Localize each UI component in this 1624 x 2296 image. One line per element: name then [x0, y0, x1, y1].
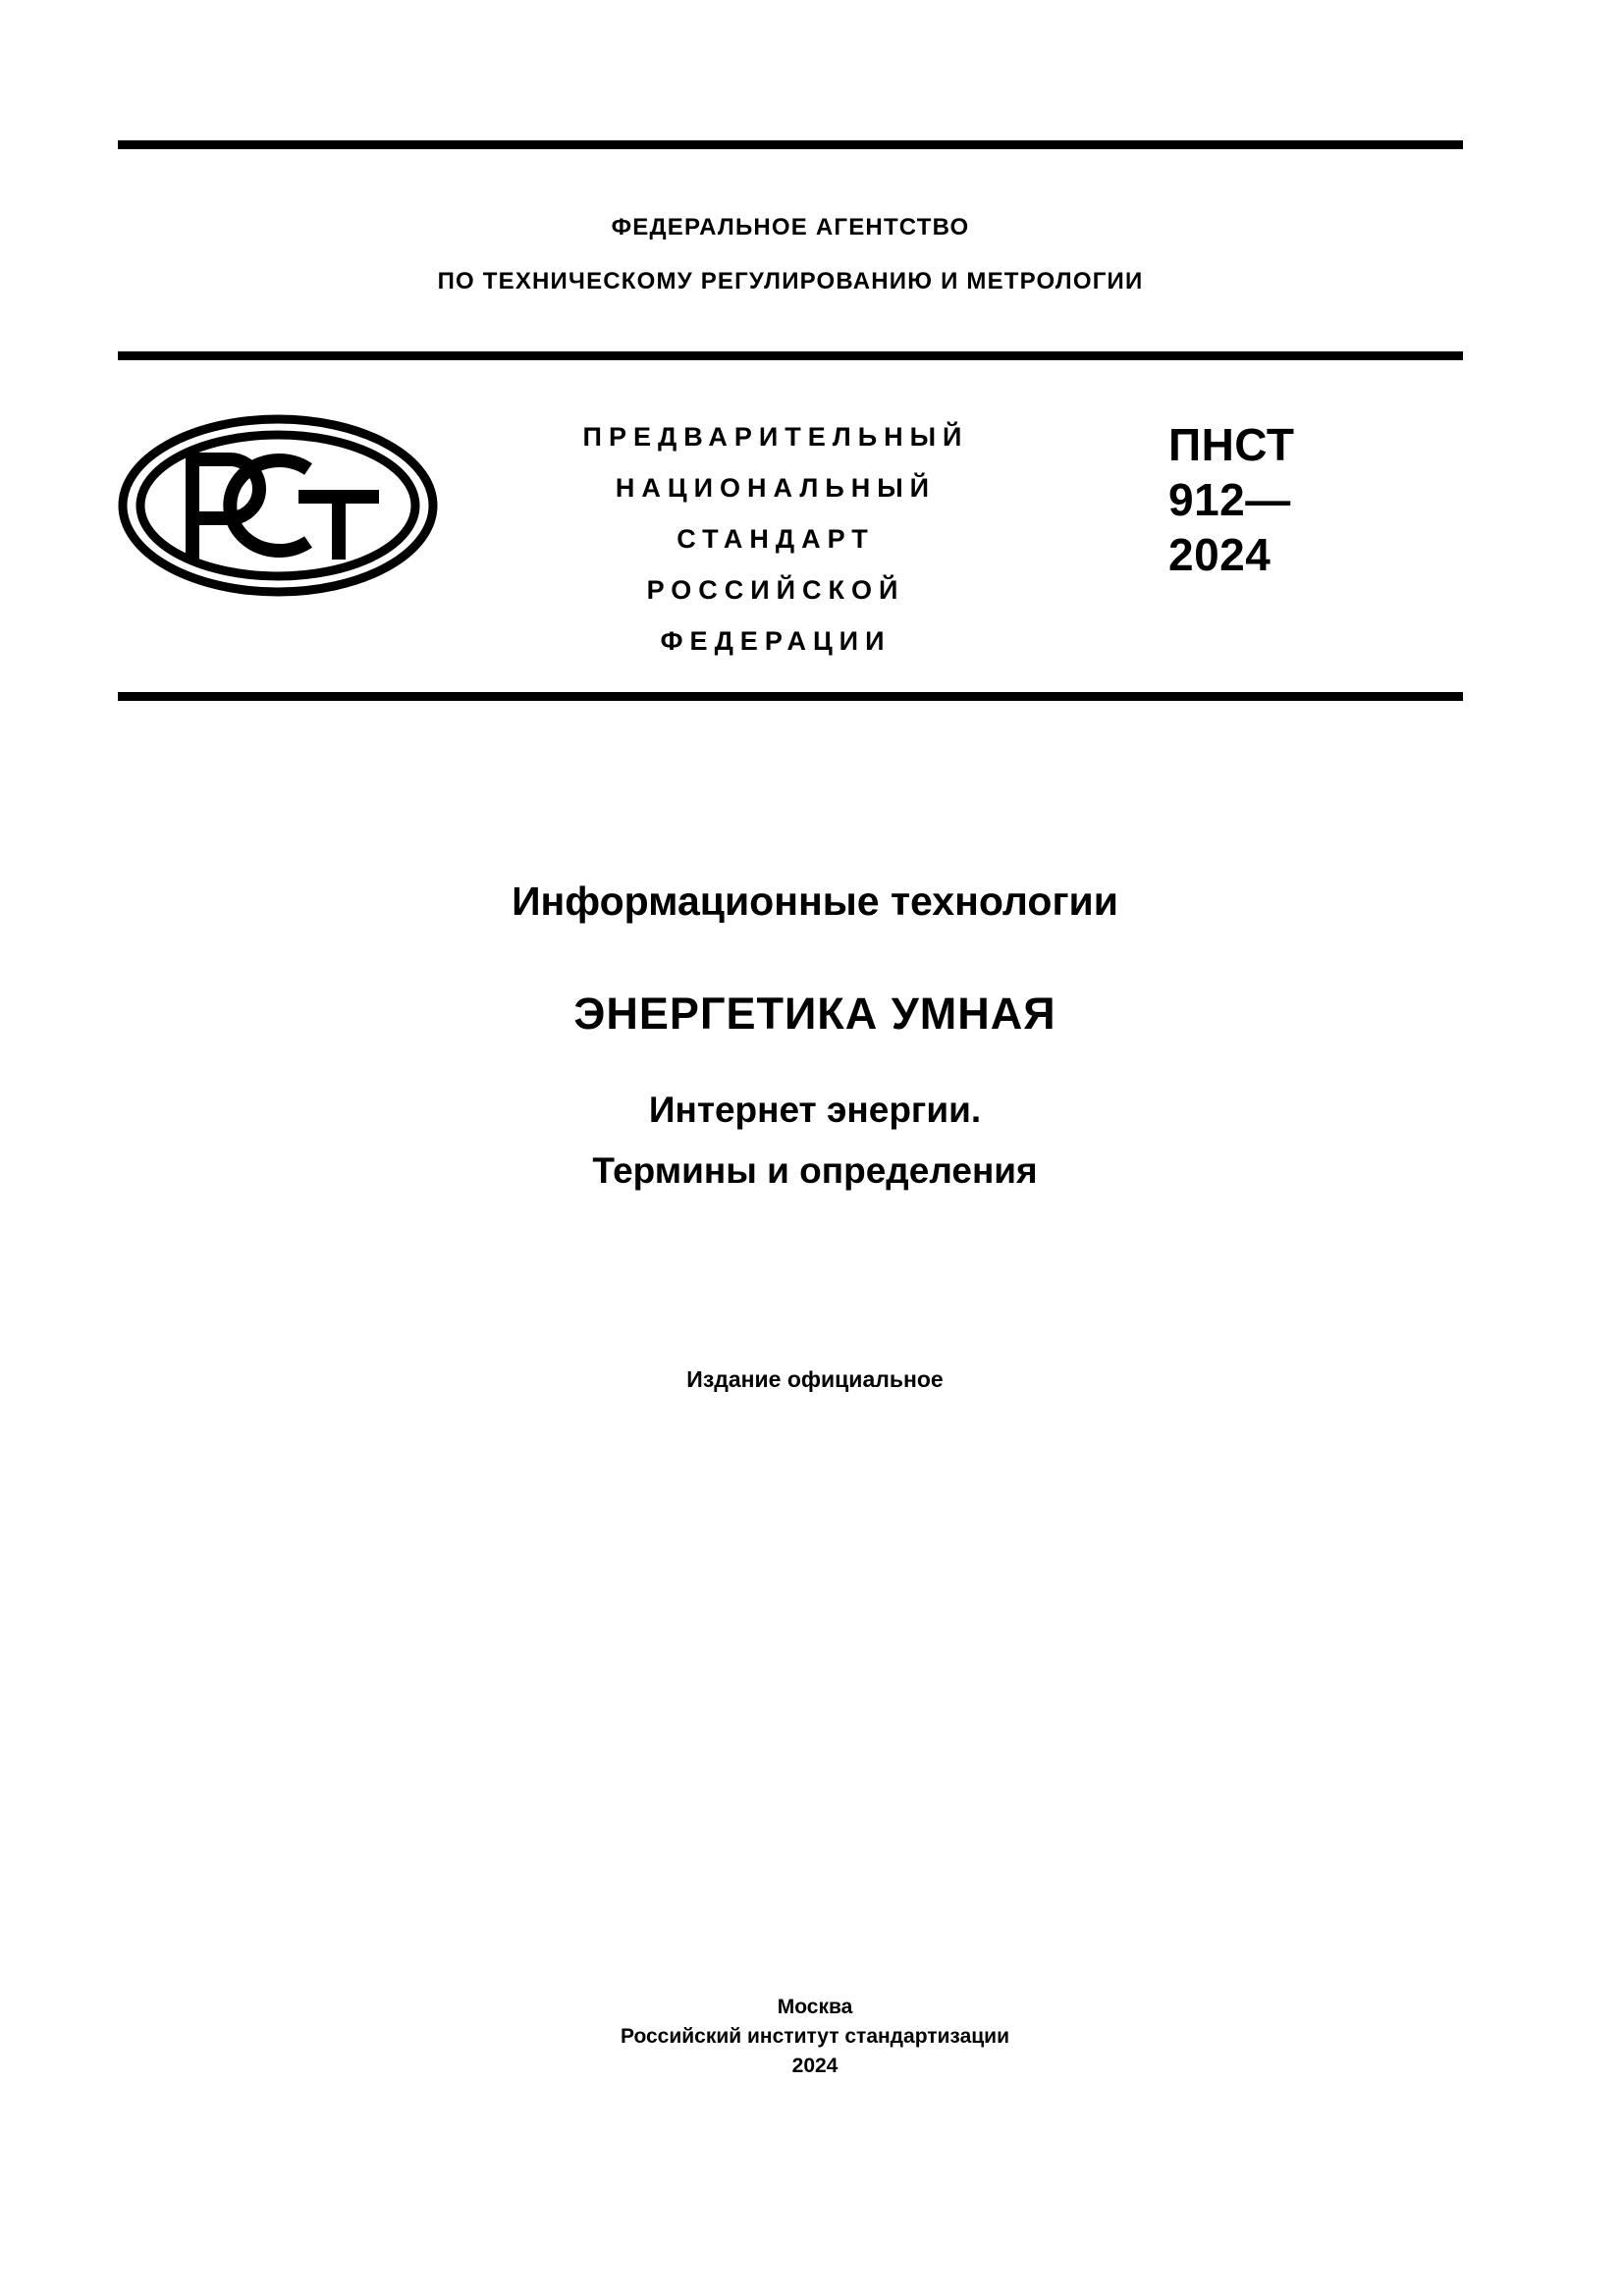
page-title-line4: Термины и определения [592, 1150, 1038, 1191]
header-rule-top [118, 140, 1463, 149]
imprint-city: Москва [777, 1996, 853, 2018]
imprint [196, 1993, 1434, 2081]
page-title-line3: Интернет энергии. [648, 1090, 982, 1130]
standard-designation [1168, 417, 1463, 582]
standard-word-2: НАЦИОНАЛЬНЫЙ [615, 473, 937, 503]
agency-name-line2: ПО ТЕХНИЧЕСКОМУ РЕГУЛИРОВАНИЮ И МЕТРОЛОГИИ [437, 268, 1144, 294]
standard-word-1: ПРЕДВАРИТЕЛЬНЫЙ [582, 422, 969, 452]
header-rule-bottom [118, 692, 1463, 701]
designation-number: 912— [1168, 474, 1291, 525]
standard-word-3: СТАНДАРТ [677, 524, 875, 554]
imprint-publisher: Российский институт стандартизации [620, 2025, 1010, 2048]
page-title-line2: ЭНЕРГЕТИКА УМНАЯ [573, 988, 1056, 1039]
official-edition-note: Издание официальное [686, 1366, 944, 1392]
designation-year: 2024 [1168, 529, 1272, 580]
header-rule-middle [118, 351, 1463, 360]
imprint-year: 2024 [791, 2055, 839, 2077]
standard-word-4: РОССИЙСКОЙ [646, 575, 905, 605]
agency-name-line1: ФЕДЕРАЛЬНОЕ АГЕНТСТВО [611, 214, 970, 240]
designation-prefix: ПНСТ [1168, 419, 1295, 470]
gost-r-emblem-icon [116, 412, 440, 599]
standard-word-5: ФЕДЕРАЦИИ [660, 626, 892, 656]
page-title-line1: Информационные технологии [512, 879, 1118, 924]
